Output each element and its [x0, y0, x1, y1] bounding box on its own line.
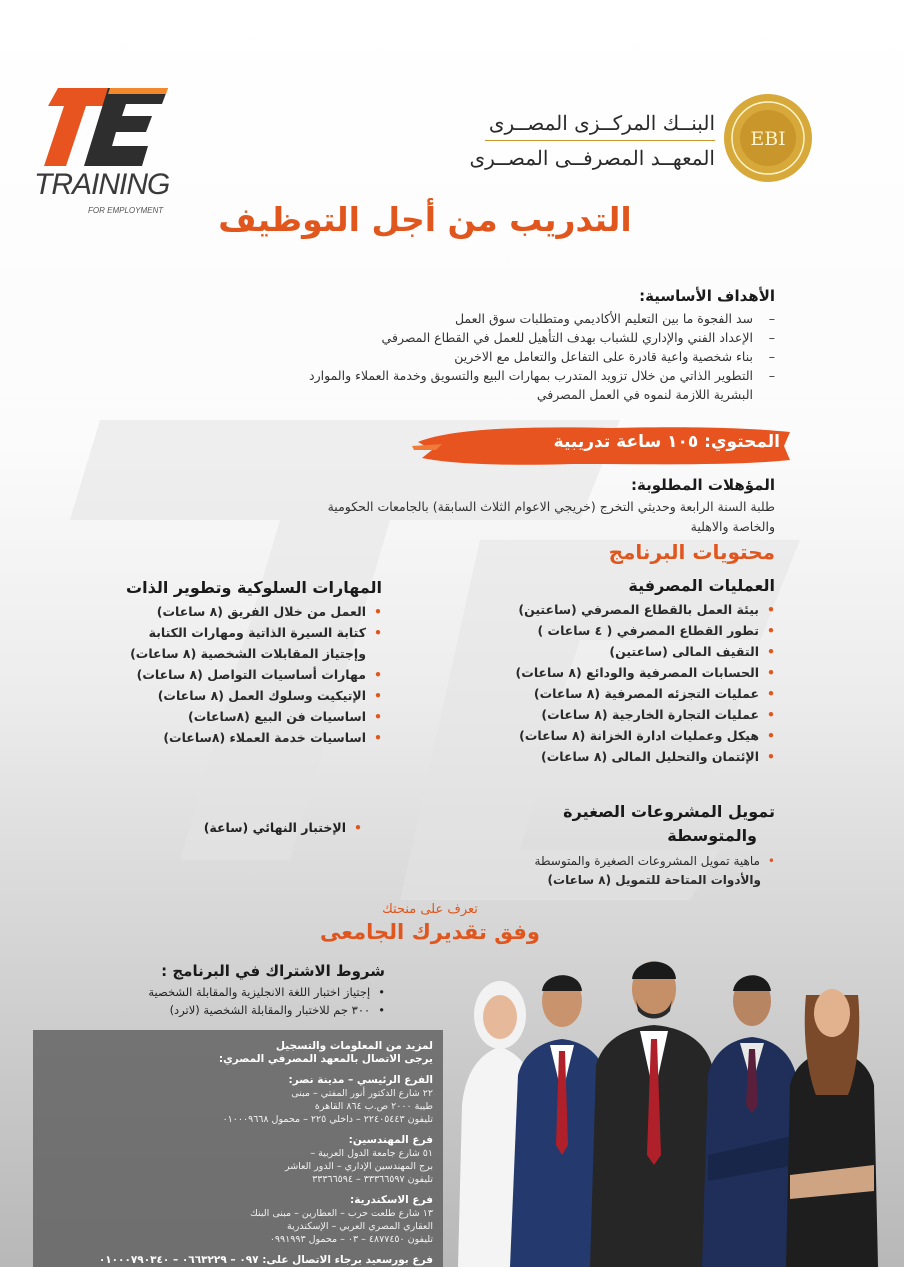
behavioral-item: •الإتيكيت وسلوك العمل (٨ ساعات)	[157, 688, 382, 703]
objective-item: –سد الفجوة ما بين التعليم الأكاديمي ومتطلبات سوق العمل	[454, 311, 775, 326]
page-title: التدريب من أجل التوظيف	[218, 200, 632, 239]
behavioral-item: •مهارات أساسيات التواصل (٨ ساعات)	[136, 667, 382, 682]
banking-item: •الإئتمان والتحليل المالى (٨ ساعات)	[540, 749, 775, 764]
banking-item: •عمليات التجزئه المصرفية (٨ ساعات)	[533, 686, 775, 701]
behavioral-item: •اساسيات فن البيع (٨ساعات)	[188, 709, 382, 724]
objective-item: –بناء شخصية واعية قادرة على التفاعل والتعامل مع الاخرين	[454, 349, 775, 364]
grant-block	[280, 902, 580, 947]
branch-line: تليفون ٢٢٤٠٥٤٤٣ – داخلي ٢٢٥ – محمول ٠١٠٠٠٩٦٦٨	[222, 1114, 433, 1125]
qualifications-line1: طلبة السنة الرابعة وحديثي التخرج (خريجي الاعوام الثلاث السابقة) بالجامعات الحكومية	[327, 499, 775, 514]
banking-item: •هيكل وعمليات ادارة الخزانة (٨ ساعات)	[519, 728, 775, 743]
banking-item: •عمليات التجارة الخارجية (٨ ساعات)	[541, 707, 775, 722]
branch-line: ١٣ شارع طلعت حرب – العطارين – مبنى البنك	[250, 1208, 433, 1219]
banking-item: •الحسابات المصرفية والودائع (٨ ساعات)	[515, 665, 775, 680]
bank-name-block	[465, 108, 715, 173]
qualifications-heading: المؤهلات المطلوبة:	[630, 476, 775, 494]
contact-heading: لمزيد من المعلومات والتسجيل	[275, 1040, 433, 1052]
objective-item: –التطوير الذاتي من خلال تزويد المتدرب بمهارات البيع والتسويق وخدمة العملاء والموارد	[309, 368, 775, 383]
person-woman-black-top	[786, 989, 878, 1267]
branch-line: تليفون ٤٨٧٧٤٥٠ – ٠٣ – محمول ٠٩٩١٩٩٣	[269, 1234, 433, 1245]
grant-line2: وفق تقديرك الجامعى	[320, 920, 540, 944]
branch-line: ٥١ شارع جامعة الدول العربية –	[310, 1148, 433, 1159]
banking-item: •بيئة العمل بالقطاع المصرفي (ساعتين)	[518, 602, 775, 617]
te-for-text: FOR EMPLOYMENT	[88, 206, 164, 215]
program-heading: محتويات البرنامج	[608, 540, 775, 564]
branch-line: العقاري المصري العربي – الإسكندرية	[287, 1221, 433, 1232]
behavioral-item: •العمل من خلال الفريق (٨ ساعات)	[156, 604, 382, 619]
branch-name: فرع المهندسين:	[348, 1134, 433, 1146]
objective-item: –الإعداد الفني والإداري للشباب بهدف التأهيل للعمل في القطاع المصرفي	[381, 330, 775, 345]
sme-heading-line1: تمويل المشروعات الصغيرة	[563, 802, 775, 821]
seal-text: EBI	[750, 128, 786, 150]
behavioral-section	[62, 578, 382, 748]
sme-section	[420, 800, 775, 890]
banking-section	[440, 576, 775, 767]
sme-heading-line2: والمتوسطة	[667, 826, 757, 845]
branch-line: برج المهندسين الإداري – الدور العاشر	[284, 1161, 433, 1172]
contact-subheading: يرجى الاتصال بالمعهد المصرفي المصري:	[218, 1053, 433, 1065]
portsaid-branch: فرع بورسعيد برجاء الاتصال على: ٠٩٧ – ٠٦٦٣٢٢٩ – ٠١٠٠٠٧٩٠٣٤٠	[98, 1254, 433, 1266]
qualifications-section	[100, 476, 775, 537]
behavioral-heading: المهارات السلوكية وتطوير الذات	[126, 578, 382, 597]
content-banner-text: المحتوي: ١٠٥ ساعة تدريبية	[553, 432, 780, 452]
person-man-black-suit	[590, 961, 716, 1267]
objectives-section	[100, 287, 775, 404]
objectives-heading: الأهداف الأساسية:	[639, 287, 775, 305]
te-mark-icon	[28, 82, 178, 174]
te-training-logo	[28, 82, 198, 222]
sme-item: •ماهية تمويل المشروعات الصغيرة والمتوسطة والأدوات المتاحة للتمويل (٨ ساعات)	[534, 854, 775, 887]
final-exam-item: •الإختبار النهائي (ساعة)	[203, 820, 362, 835]
branch-line: طيبة ٢٠٠٠ ص.ب ٨٦٤ القاهرة	[314, 1101, 433, 1112]
banking-heading: العمليات المصرفية	[628, 576, 775, 595]
behavioral-item: •كتابة السيرة الذاتية ومهارات الكتابة	[148, 625, 382, 640]
bank-name-line2: المعهــد المصرفــى المصــرى	[469, 146, 715, 170]
students-group-photo	[440, 955, 900, 1267]
condition-item: •٣٠٠ جم للاختبار والمقابلة الشخصية (لاترد)	[169, 1003, 385, 1017]
objective-item: البشرية اللازمة لنموه في العمل المصرفي	[536, 387, 753, 402]
branch-line: ٢٢ شارع الدكتور أنور المفتي – مبنى	[291, 1088, 433, 1099]
grant-line1: تعرف على منحتك	[382, 902, 478, 917]
ebi-seal-logo	[722, 92, 814, 184]
branch-name: فرع الاسكندرية:	[350, 1194, 433, 1206]
banking-item: •التقيف المالى (ساعتين)	[609, 644, 775, 659]
conditions-section	[30, 962, 385, 1019]
condition-item: •إجتياز اختبار اللغة الانجليزية والمقابلة الشخصية	[148, 985, 385, 999]
bank-name-line1: البنــك المركــزى المصــرى	[488, 111, 715, 135]
contact-info-box	[33, 1030, 443, 1267]
qualifications-line2: والخاصة والاهلية	[690, 519, 775, 534]
banking-item: •تطور القطاع المصرفي ( ٤ ساعات )	[537, 623, 775, 638]
behavioral-item: •اساسيات خدمة العملاء (٨ساعات)	[163, 730, 382, 745]
behavioral-item: وإجتياز المقابلات الشخصية (٨ ساعات)	[130, 646, 366, 661]
person-man-arms-crossed	[702, 975, 800, 1267]
branch-name: الفرع الرئيسي – مدينة نصر:	[288, 1074, 433, 1086]
te-training-text: TRAINING	[34, 168, 170, 201]
branch-line: تليفون ٣٣٣٦٦٥٩٧ – ٣٣٣٦٦٥٩٤	[312, 1174, 433, 1185]
conditions-heading: شروط الاشتراك في البرنامج :	[161, 962, 385, 980]
